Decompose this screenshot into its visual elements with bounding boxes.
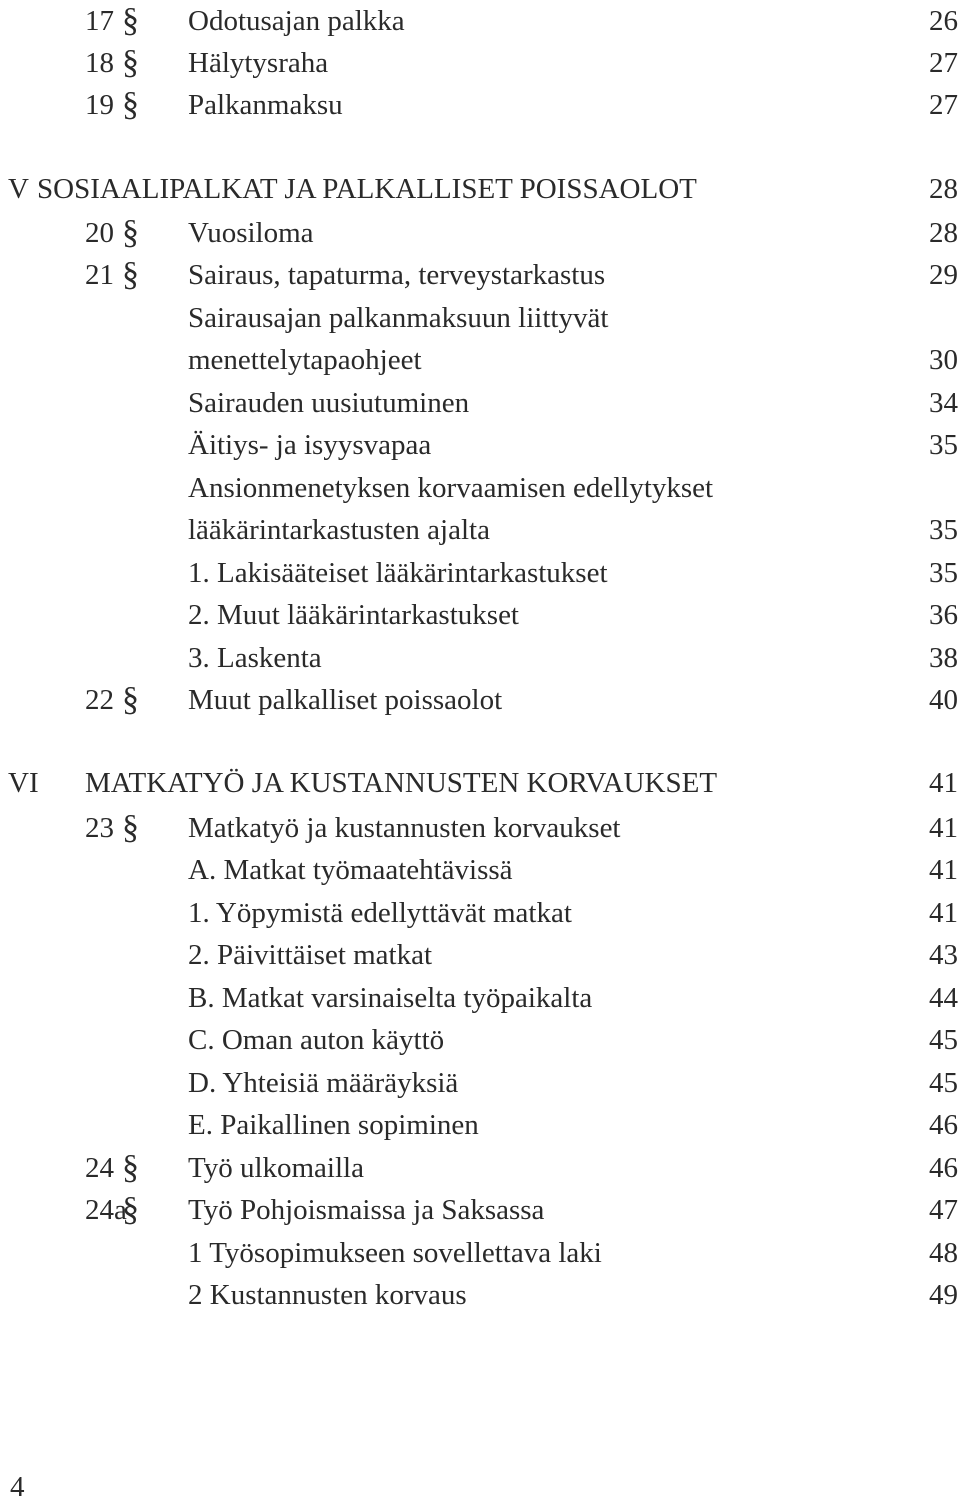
- entry-title: menettelytapaohjeet: [188, 344, 422, 376]
- section-sign: §: [122, 2, 139, 39]
- entry-title: Muut palkalliset poissaolot: [188, 684, 503, 716]
- toc-entry[interactable]: [0, 339, 960, 381]
- toc-entry[interactable]: [0, 892, 960, 934]
- entry-title: 2. Päivittäiset matkat: [188, 939, 433, 971]
- toc-entry[interactable]: [0, 424, 960, 466]
- entry-title: Äitiys- ja isyysvapaa: [188, 429, 432, 461]
- entry-title: 2 Kustannusten korvaus: [188, 1279, 467, 1311]
- chapter-title: SOSIAALIPALKAT JA PALKALLISET POISSAOLOT: [37, 173, 697, 205]
- page-number: 45: [929, 1067, 958, 1099]
- entry-title: D. Yhteisiä määräyksiä: [188, 1067, 459, 1099]
- section-number: 18: [85, 47, 114, 79]
- toc-entry[interactable]: [0, 552, 960, 594]
- page-number: 28: [929, 173, 958, 205]
- page-number: 38: [929, 642, 958, 674]
- section-number: 19: [85, 89, 114, 121]
- section-number: 24: [85, 1152, 114, 1184]
- page-number: 47: [929, 1194, 958, 1226]
- page-number: 45: [929, 1024, 958, 1056]
- page-number: 27: [929, 47, 958, 79]
- section-number: 17: [85, 5, 114, 37]
- section-sign: §: [122, 681, 139, 718]
- entry-title: Sairausajan palkanmaksuun liittyvät: [188, 302, 609, 334]
- toc-entry[interactable]: [0, 807, 960, 849]
- entry-title: Hälytysraha: [188, 47, 329, 79]
- page-number: 44: [929, 982, 958, 1014]
- toc-entry[interactable]: [0, 509, 960, 551]
- entry-title: Työ ulkomailla: [188, 1152, 364, 1184]
- entry-title: B. Matkat varsinaiselta työpaikalta: [188, 982, 593, 1014]
- toc-entry[interactable]: [0, 1189, 960, 1231]
- toc-entry[interactable]: [0, 1062, 960, 1104]
- chapter-number: V: [8, 173, 29, 205]
- toc-entry[interactable]: [0, 1232, 960, 1274]
- page-number: 36: [929, 599, 958, 631]
- entry-title: 1. Yöpymistä edellyttävät matkat: [188, 897, 572, 929]
- entry-title: Palkanmaksu: [188, 89, 343, 121]
- toc-entry[interactable]: [0, 0, 960, 42]
- entry-title: Matkatyö ja kustannusten korvaukset: [188, 812, 621, 844]
- toc-entry[interactable]: [0, 977, 960, 1019]
- chapter-heading-vi[interactable]: [0, 762, 960, 804]
- toc-entry[interactable]: [0, 934, 960, 976]
- toc-entry[interactable]: [0, 382, 960, 424]
- toc-entry[interactable]: [0, 594, 960, 636]
- entry-title: 2. Muut lääkärintarkastukset: [188, 599, 519, 631]
- section-number: 23: [85, 812, 114, 844]
- chapter-title: MATKATYÖ JA KUSTANNUSTEN KORVAUKSET: [85, 767, 718, 799]
- page-number: 41: [929, 897, 958, 929]
- chapter-heading-v[interactable]: [0, 168, 960, 210]
- section-number: 21: [85, 259, 114, 291]
- section-sign: §: [122, 256, 139, 293]
- toc-entry[interactable]: [0, 254, 960, 296]
- page-number: 41: [929, 767, 958, 799]
- entry-title: A. Matkat työmaatehtävissä: [188, 854, 513, 886]
- toc-entry[interactable]: [0, 1104, 960, 1146]
- page-number: 27: [929, 89, 958, 121]
- toc-entry[interactable]: [0, 849, 960, 891]
- document-page-number: 4: [10, 1471, 25, 1503]
- toc-entry[interactable]: [0, 42, 960, 84]
- page-number: 29: [929, 259, 958, 291]
- page-number: 41: [929, 812, 958, 844]
- toc-entry[interactable]: [0, 1274, 960, 1316]
- toc-entry[interactable]: [0, 297, 960, 339]
- page-number: 34: [929, 387, 958, 419]
- entry-title: 1 Työsopimukseen sovellettava laki: [188, 1237, 602, 1269]
- entry-title: Vuosiloma: [188, 217, 314, 249]
- toc-entry[interactable]: [0, 1019, 960, 1061]
- page-number: 35: [929, 429, 958, 461]
- section-sign: §: [122, 809, 139, 846]
- page-number: 43: [929, 939, 958, 971]
- chapter-number: VI: [8, 767, 39, 799]
- entry-title: Sairauden uusiutuminen: [188, 387, 470, 419]
- toc-entry[interactable]: [0, 679, 960, 721]
- section-sign: §: [122, 214, 139, 251]
- page-number: 46: [929, 1109, 958, 1141]
- page-number: 35: [929, 557, 958, 589]
- entry-title: Ansionmenetyksen korvaamisen edellytykset: [188, 472, 714, 504]
- entry-title: 1. Lakisääteiset lääkärintarkastukset: [188, 557, 608, 589]
- entry-title: 3. Laskenta: [188, 642, 322, 674]
- page-number: 40: [929, 684, 958, 716]
- section-number: 20: [85, 217, 114, 249]
- section-sign: §: [122, 86, 139, 123]
- section-number: 24a: [85, 1194, 127, 1226]
- entry-title: Sairaus, tapaturma, terveystarkastus: [188, 259, 606, 291]
- page-number: 48: [929, 1237, 958, 1269]
- page-number: 28: [929, 217, 958, 249]
- toc-entry[interactable]: [0, 1147, 960, 1189]
- entry-title: Odotusajan palkka: [188, 5, 405, 37]
- entry-title: Työ Pohjoismaissa ja Saksassa: [188, 1194, 545, 1226]
- toc-entry[interactable]: [0, 212, 960, 254]
- toc-entry[interactable]: [0, 84, 960, 126]
- page-number: 46: [929, 1152, 958, 1184]
- entry-title: E. Paikallinen sopiminen: [188, 1109, 479, 1141]
- page-number: 35: [929, 514, 958, 546]
- section-sign: §: [122, 44, 139, 81]
- section-sign: §: [122, 1149, 139, 1186]
- page-number: 41: [929, 854, 958, 886]
- page-number: 30: [929, 344, 958, 376]
- toc-entry[interactable]: [0, 467, 960, 509]
- page-number: 26: [929, 5, 958, 37]
- toc-entry[interactable]: [0, 637, 960, 679]
- entry-title: lääkärintarkastusten ajalta: [188, 514, 490, 546]
- section-number: 22: [85, 684, 114, 716]
- section-sign: §: [122, 1191, 139, 1228]
- page-number: 49: [929, 1279, 958, 1311]
- entry-title: C. Oman auton käyttö: [188, 1024, 445, 1056]
